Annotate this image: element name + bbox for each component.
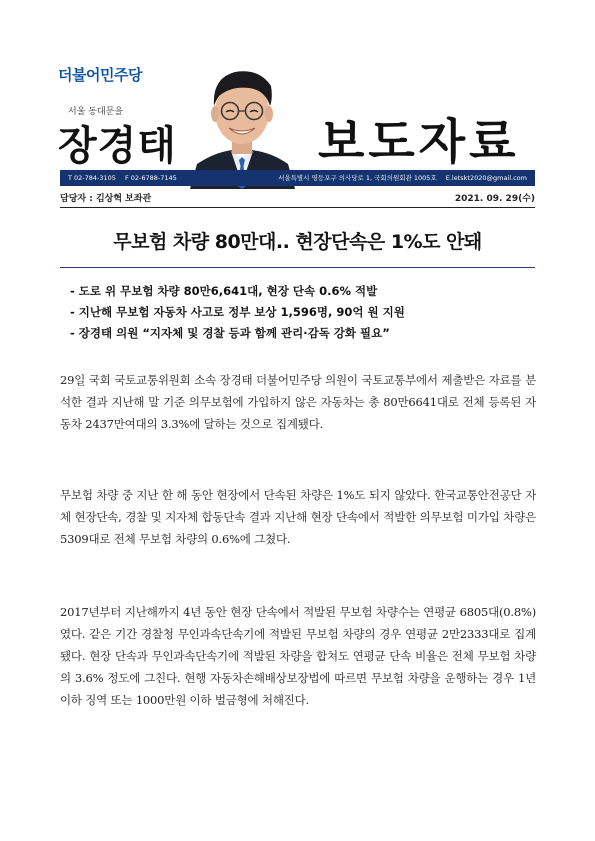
summary-bullet: - 장경태 의원 “지자체 및 경찰 등과 함께 관리·감독 강화 필요” bbox=[70, 323, 530, 344]
body-paragraph-3: 2017년부터 지난해까지 4년 동안 현장 단속에서 적발된 무보험 차량수는 연평균 6805대(0.8%)였다. 같은 기간 경찰청 무인과속단속기에 적발된 무보험 차량의 경우 연평균 2만2333대로 집계됐다. 현장 단속과 무인과속단속기에 적발된 차량을 합쳐도 연평균 단속 비율은 전체 무보험 차량의 3.6% 정도에 그친다. 현행 자동차손해배상보장법에 따르면 무보험 차량을 운행하는 경우 1년 이하 징역 또는 1000만원 이하 벌금형에 처해진다. bbox=[60, 605, 536, 707]
party-logo: 더불어민주당 bbox=[58, 66, 142, 84]
body-paragraph-1: 29일 국회 국토교통위원회 소속 장경태 더불어민주당 의원이 국토교통부에서 제출받은 자료를 분석한 결과 지난해 말 기준 의무보험에 가입하지 않은 자동차는 총 80만6641대로 전체 등록된 자동차 2437만여대의 3.3%에 달하는 것으로 집계됐다. bbox=[60, 373, 536, 431]
contact-bar bbox=[60, 170, 535, 186]
summary-bullet: - 지난해 무보험 자동차 사고로 정부 보상 1,596명, 90억 원 지원 bbox=[70, 302, 530, 323]
summary-bullets bbox=[70, 281, 530, 344]
release-date: 2021. 09. 29(수) bbox=[454, 194, 535, 204]
meta-row bbox=[60, 191, 535, 204]
headline: 무보험 차량 80만대.. 현장단속은 1%도 안돼 bbox=[113, 231, 482, 253]
fax-number: F 02-6788-7145 bbox=[124, 174, 177, 182]
email-address: E.letskt2020@gmail.com bbox=[445, 174, 527, 182]
legislator-name: 장경태 bbox=[58, 123, 177, 169]
headline-divider bbox=[60, 267, 535, 268]
header-divider bbox=[60, 207, 535, 208]
office-address: 서울특별시 영등포구 의사당로 1, 국회의원회관 1005호 bbox=[278, 174, 437, 182]
document-type-title: 보도자료 bbox=[318, 114, 520, 170]
district-label: 서울 동대문을 bbox=[68, 107, 124, 117]
press-officer: 담당자 : 김상혁 보좌관 bbox=[60, 194, 152, 204]
body-paragraph-2: 무보험 차량 중 지난 한 해 동안 현장에서 단속된 차량은 1%도 되지 않았다. 한국교통안전공단 자체 현장단속, 경찰 및 지자체 합동단속 결과 지난해 현장 단속에서 적발한 의무보험 미가입 차량은 5309대로 전체 무보험 차량의 0.6%에 그쳤다. bbox=[60, 488, 536, 546]
summary-bullet: - 도로 위 무보험 차량 80만6,641대, 현장 단속 0.6% 적발 bbox=[70, 281, 530, 302]
phone-number: T 02-784-3105 bbox=[68, 174, 116, 182]
